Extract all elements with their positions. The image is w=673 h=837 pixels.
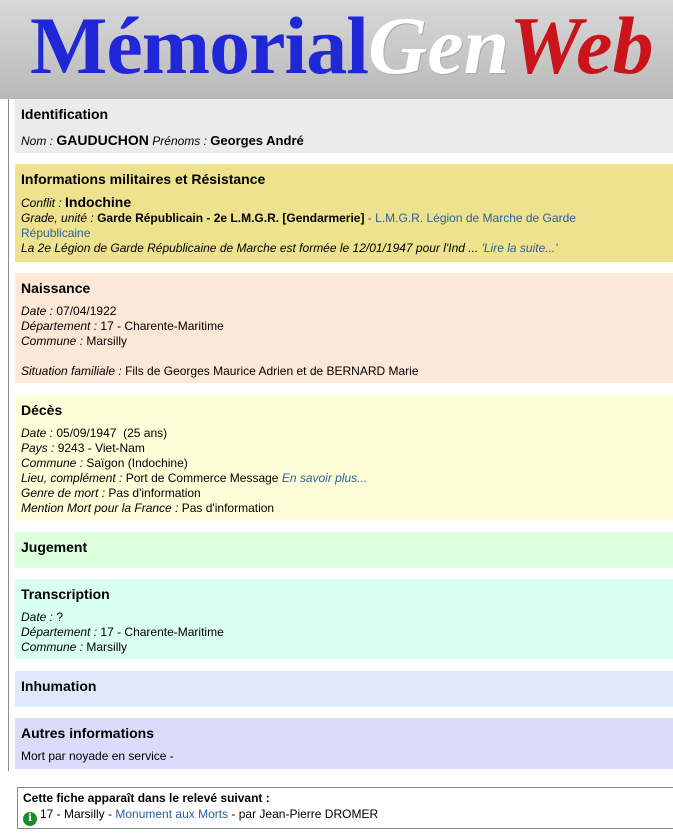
commune-value: Marsilly bbox=[86, 334, 128, 348]
grade-value: Garde Républicain - 2e L.M.G.R. [Gendarmerie] bbox=[97, 211, 365, 225]
commune-label: Commune : bbox=[21, 334, 84, 348]
unite-link[interactable]: L.M.G.R. Légion de Marche de Garde bbox=[375, 211, 576, 225]
deces-commune-line bbox=[21, 456, 667, 471]
section-identification bbox=[15, 99, 673, 153]
read-more-link[interactable]: 'Lire la suite...' bbox=[481, 241, 558, 255]
unite-note-text: La 2e Légion de Garde Républicaine de Marche est formée le 12/01/1947 pour l'Ind ... bbox=[21, 241, 482, 255]
section-title: Jugement bbox=[21, 539, 88, 555]
conflit-label: Conflit : bbox=[21, 196, 62, 210]
section-title: Autres informations bbox=[21, 725, 155, 741]
site-logo[interactable] bbox=[30, 0, 654, 96]
dept-label: Département : bbox=[21, 625, 98, 639]
releve-author: - par Jean-Pierre DROMER bbox=[228, 807, 379, 821]
nom-label: Nom : bbox=[21, 134, 54, 148]
releve-lieu: 17 - Marsilly bbox=[40, 807, 105, 821]
commune-value: Marsilly bbox=[86, 640, 128, 654]
pays-label: Pays : bbox=[21, 441, 55, 455]
logo-part-web: Web bbox=[509, 0, 654, 91]
section-jugement bbox=[15, 532, 673, 568]
famille-label: Situation familiale : bbox=[21, 364, 122, 378]
monument-link[interactable]: Monument aux Morts bbox=[115, 807, 229, 821]
naissance-date-line bbox=[21, 304, 667, 319]
grade-separator: - bbox=[364, 211, 376, 225]
deces-genre-line bbox=[21, 486, 667, 501]
grade-line-2 bbox=[21, 226, 667, 241]
commune-label: Commune : bbox=[21, 456, 84, 470]
date-label: Date : bbox=[21, 610, 54, 624]
logo-part-gen: Gen bbox=[368, 0, 510, 91]
lieu-value: Port de Commerce Message bbox=[125, 471, 279, 485]
naissance-dept-line bbox=[21, 319, 667, 334]
unite-link-continued[interactable]: Républicaine bbox=[21, 226, 91, 240]
nom-line bbox=[21, 132, 667, 150]
deces-pays-line bbox=[21, 441, 667, 456]
section-deces bbox=[15, 395, 673, 520]
section-inhumation bbox=[15, 671, 673, 707]
grade-label: Grade, unité : bbox=[21, 211, 94, 225]
section-title: Naissance bbox=[21, 280, 91, 296]
dept-value: 17 - Charente-Maritime bbox=[100, 625, 224, 639]
section-naissance bbox=[15, 273, 673, 383]
deces-date-line bbox=[21, 426, 667, 441]
autres-text: Mort par noyade en service - bbox=[21, 749, 174, 763]
date-value: 07/04/1922 bbox=[56, 304, 117, 318]
genre-label: Genre de mort : bbox=[21, 486, 106, 500]
dept-value: 17 - Charente-Maritime bbox=[100, 319, 224, 333]
info-icon: i bbox=[23, 812, 37, 826]
section-title: Informations militaires et Résistance bbox=[21, 171, 266, 187]
section-transcription bbox=[15, 579, 673, 659]
conflit-value: Indochine bbox=[65, 194, 132, 210]
commune-value: Saïgon (Indochine) bbox=[86, 456, 188, 470]
date-label: Date : bbox=[21, 426, 54, 440]
left-border bbox=[8, 99, 9, 771]
lieu-label: Lieu, complément : bbox=[21, 471, 123, 485]
deces-mention-line bbox=[21, 501, 667, 516]
transcription-date-line bbox=[21, 610, 667, 625]
mention-label: Mention Mort pour la France : bbox=[21, 501, 179, 515]
grade-line bbox=[21, 211, 667, 226]
unite-note bbox=[21, 241, 667, 256]
famille-line bbox=[21, 364, 667, 379]
transcription-commune-line bbox=[21, 640, 667, 655]
section-title: Identification bbox=[21, 106, 109, 122]
en-savoir-plus-link[interactable]: En savoir plus... bbox=[281, 471, 368, 485]
section-autres bbox=[15, 718, 673, 769]
section-title: Transcription bbox=[21, 586, 110, 602]
transcription-dept-line bbox=[21, 625, 667, 640]
section-title: Inhumation bbox=[21, 678, 97, 694]
logo-part-memorial: Mémorial bbox=[30, 0, 369, 91]
date-value: 05/09/1947 (25 ans) bbox=[56, 426, 168, 440]
date-label: Date : bbox=[21, 304, 54, 318]
famille-value: Fils de Georges Maurice Adrien et de BERNARD Marie bbox=[125, 364, 419, 378]
releve-line bbox=[23, 806, 668, 826]
genre-value: Pas d'information bbox=[108, 486, 201, 500]
mention-value: Pas d'information bbox=[181, 501, 275, 515]
conflit-line bbox=[21, 195, 667, 211]
site-banner bbox=[0, 0, 673, 99]
naissance-commune-line bbox=[21, 334, 667, 349]
prenoms-label: Prénoms : bbox=[152, 134, 207, 148]
nom-value: GAUDUCHON bbox=[56, 132, 149, 148]
section-title: Décès bbox=[21, 402, 63, 418]
pays-value: 9243 - Viet-Nam bbox=[57, 441, 145, 455]
commune-label: Commune : bbox=[21, 640, 84, 654]
dept-label: Département : bbox=[21, 319, 98, 333]
date-value: ? bbox=[56, 610, 64, 624]
section-militaire bbox=[15, 164, 673, 262]
releve-sep: - bbox=[104, 807, 116, 821]
prenoms-value: Georges André bbox=[210, 133, 304, 148]
releve-title: Cette fiche apparaît dans le relevé suivant : bbox=[23, 791, 270, 805]
deces-lieu-line bbox=[21, 471, 667, 486]
releve-box bbox=[17, 787, 673, 829]
